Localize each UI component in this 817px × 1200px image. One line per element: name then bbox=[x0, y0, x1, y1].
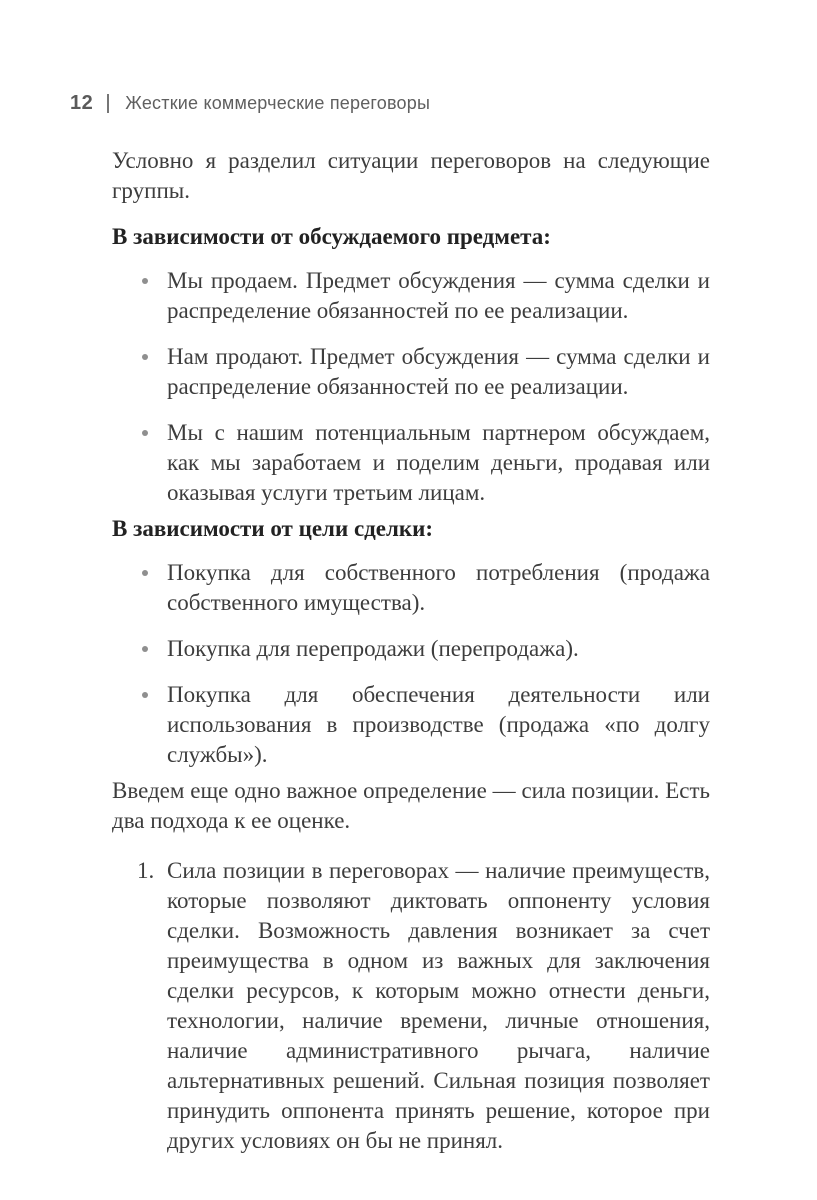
list-item bbox=[112, 418, 710, 508]
list-item-text: Покупка для перепродажи (перепродажа). bbox=[167, 636, 579, 661]
bullet-icon bbox=[142, 646, 148, 652]
list-item-text: Мы с нашим потенциальным партнером обсуждаем, как мы заработаем и поделим деньги, продавая или оказывая услуги третьим лицам. bbox=[167, 420, 710, 505]
list-item-text: Покупка для собственного потребления (продажа собственного имущества). bbox=[167, 560, 710, 615]
bullet-icon bbox=[142, 692, 148, 698]
list-item-text: Нам продают. Предмет обсуждения — сумма сделки и распределение обязанностей по ее реализации. bbox=[167, 344, 710, 399]
bullet-icon bbox=[142, 570, 148, 576]
bullet-icon bbox=[142, 430, 148, 436]
list-item-text: Мы продаем. Предмет обсуждения — сумма сделки и распределение обязанностей по ее реализации. bbox=[167, 268, 710, 323]
bullet-icon bbox=[142, 278, 148, 284]
item-number: 1. bbox=[137, 858, 155, 883]
list-item-text: Покупка для обеспечения деятельности или использования в производстве (продажа «по долгу службы»). bbox=[167, 682, 710, 767]
definition-paragraph: Введем еще одно важное определение — сила позиции. Есть два подхода к ее оценке. bbox=[112, 778, 710, 833]
list-item bbox=[112, 266, 710, 326]
numbered-list bbox=[112, 856, 710, 1156]
page-number: 12 bbox=[70, 92, 94, 114]
page-header bbox=[70, 92, 430, 115]
list-item bbox=[112, 558, 710, 618]
bullet-icon bbox=[142, 354, 148, 360]
running-title: Жесткие коммерческие переговоры bbox=[125, 93, 431, 113]
list-item bbox=[112, 342, 710, 402]
section-heading-goal: В зависимости от цели сделки: bbox=[112, 516, 434, 541]
header-separator-bar bbox=[107, 94, 109, 113]
list-item bbox=[112, 634, 710, 664]
numbered-item-text: Сила позиции в переговорах — наличие преимуществ, которые позволяют диктовать оппоненту условия сделки. Возможность давления возникает за счет преимущества в одном из важных для заключения сделки ресурсов, к которым можно отнести деньги, технологии, наличие времени, личные отношения, наличие административного рычага, наличие альтернативных решений. Сильная позиция позволяет принудить оппонента принять решение, которое при других условиях он бы не принял. bbox=[167, 858, 710, 1153]
intro-paragraph: Условно я разделил ситуации переговоров на следующие группы. bbox=[112, 148, 710, 203]
list-item bbox=[112, 680, 710, 770]
page-content bbox=[112, 146, 710, 1156]
numbered-item bbox=[112, 856, 710, 1156]
bullet-list-subject bbox=[112, 266, 710, 508]
section-heading-subject: В зависимости от обсуждаемого предмета: bbox=[112, 224, 551, 249]
bullet-list-goal bbox=[112, 558, 710, 770]
